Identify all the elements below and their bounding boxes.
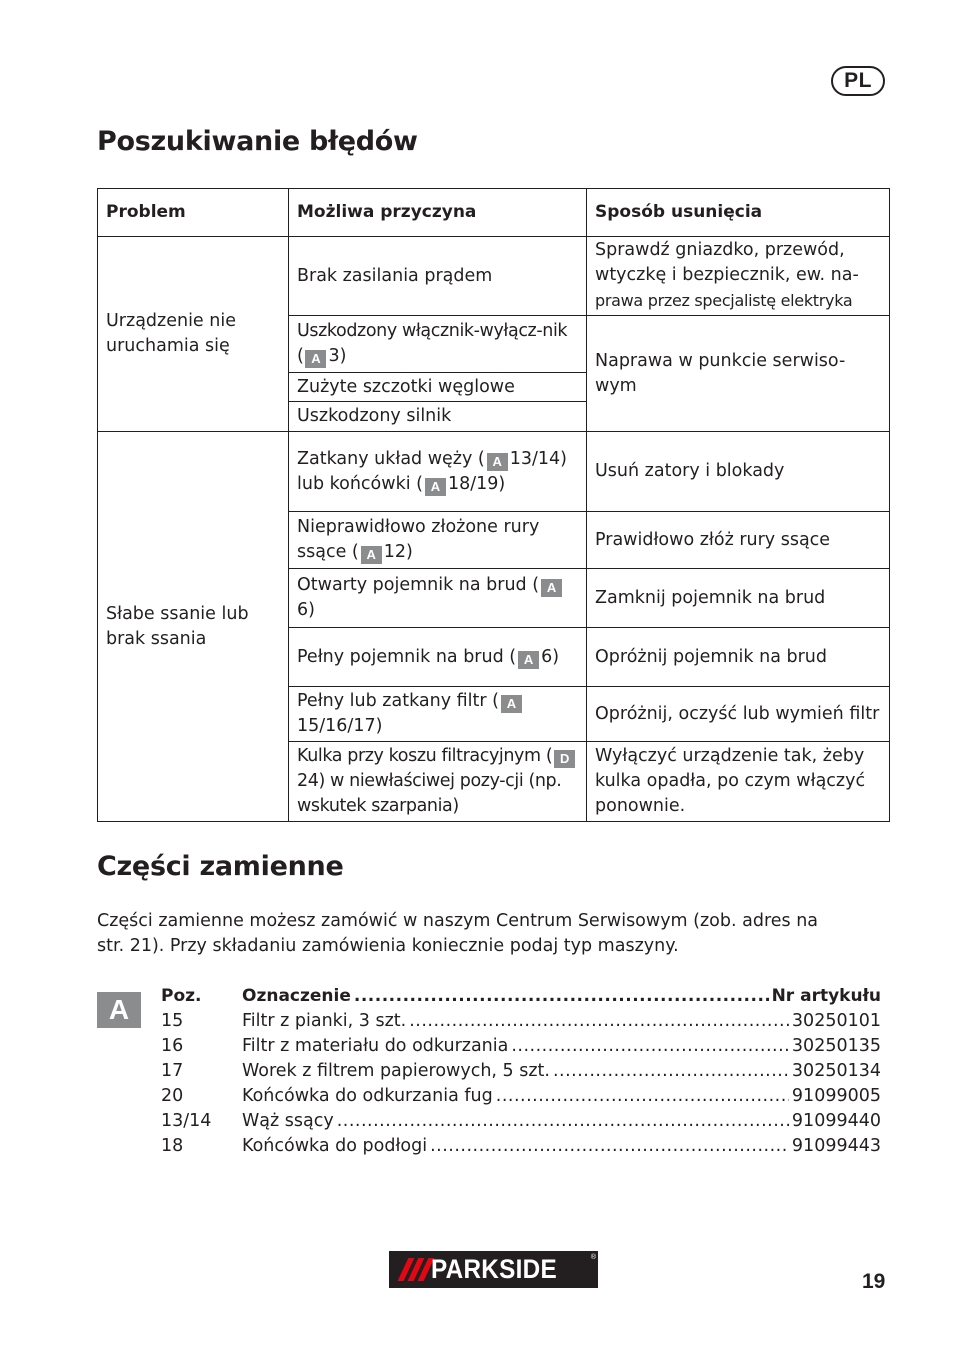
parts-header-pos: Poz. xyxy=(161,986,202,1006)
part-pos: 20 xyxy=(161,1086,184,1106)
solution-text-small: prawa przez specjalistę elektryka xyxy=(595,291,853,310)
figure-ref-badge: A xyxy=(501,695,522,713)
solution-cell: Opróżnij, oczyść lub wymień filtr xyxy=(587,687,890,742)
list-item xyxy=(161,1034,881,1059)
parts-header-name: Oznaczenie xyxy=(242,986,351,1006)
list-item xyxy=(161,1009,881,1034)
page-number: 19 xyxy=(862,1270,886,1293)
part-number: 91099443 xyxy=(791,1136,881,1156)
cause-ref-number: 12) xyxy=(383,542,413,562)
part-number: 91099005 xyxy=(791,1086,881,1106)
cause-text: Kulka przy koszu filtracyjnym ( xyxy=(297,746,553,766)
leader-dots xyxy=(337,1109,789,1134)
leader-dots xyxy=(511,1034,789,1059)
part-number: 30250101 xyxy=(791,1011,881,1031)
cause-ref-number: 6) xyxy=(541,646,560,667)
spare-parts-list xyxy=(161,984,881,1159)
cause-cell xyxy=(289,687,587,742)
leader-dots xyxy=(430,1134,789,1159)
cause-cell xyxy=(289,628,587,687)
cause-cell: Brak zasilania prądem xyxy=(289,237,587,316)
header-problem: Problem xyxy=(98,189,289,237)
figure-ref-badge: A xyxy=(305,350,326,368)
list-item xyxy=(161,1084,881,1109)
part-number: 30250135 xyxy=(791,1036,881,1056)
figure-ref-badge: A xyxy=(425,478,446,496)
cause-ref-number: 18/19) xyxy=(447,473,506,494)
logo-stripes xyxy=(389,1251,435,1288)
part-pos: 13/14 xyxy=(161,1111,212,1131)
cause-ref-number: 3) xyxy=(328,346,347,366)
cause-cell xyxy=(289,316,587,373)
part-number: 91099440 xyxy=(791,1111,881,1131)
cause-ref-number: 15/16/17) xyxy=(297,716,383,736)
troubleshooting-table xyxy=(97,188,890,822)
figure-ref-badge: D xyxy=(554,750,575,768)
part-pos: 15 xyxy=(161,1011,184,1031)
part-name: Końcówka do podłogi xyxy=(242,1136,428,1156)
part-pos: 18 xyxy=(161,1136,184,1156)
part-pos: 17 xyxy=(161,1061,184,1081)
cause-text: Pełny pojemnik na brud ( xyxy=(297,646,517,667)
language-badge: PL xyxy=(831,66,885,96)
solution-cell: Opróżnij pojemnik na brud xyxy=(587,628,890,687)
spare-parts-title: Części zamienne xyxy=(97,851,344,882)
leader-dots xyxy=(354,984,769,1009)
cause-cell xyxy=(289,512,587,569)
table-row xyxy=(98,237,890,316)
figure-ref-badge: A xyxy=(361,546,382,564)
cause-cell: Uszkodzony silnik xyxy=(289,402,587,432)
registered-mark: ® xyxy=(590,1254,596,1261)
part-pos: 16 xyxy=(161,1036,184,1056)
part-number: 30250134 xyxy=(791,1061,881,1081)
cause-ref-number: 6) xyxy=(297,600,315,620)
header-solution: Sposób usunięcia xyxy=(587,189,890,237)
figure-ref-badge: A xyxy=(487,453,508,471)
leader-dots xyxy=(496,1084,789,1109)
cause-cell: Zużyte szczotki węglowe xyxy=(289,373,587,402)
part-name: Wąż ssący xyxy=(242,1111,334,1131)
parts-header-number: Nr artykułu xyxy=(771,986,881,1006)
part-name: Filtr z pianki, 3 szt. xyxy=(242,1011,407,1031)
header-cause: Możliwa przyczyna xyxy=(289,189,587,237)
part-name: Końcówka do odkurzania fug xyxy=(242,1086,493,1106)
cause-text: Otwarty pojemnik na brud ( xyxy=(297,575,540,595)
part-name: Worek z filtrem papierowych, 5 szt. xyxy=(242,1061,550,1081)
cause-cell xyxy=(289,742,587,822)
table-row xyxy=(98,432,890,512)
solution-cell xyxy=(587,237,890,316)
solution-cell: Wyłączyć urządzenie tak, żeby kulka opadła, po czym włączyć ponownie. xyxy=(587,742,890,822)
logo-brand-text: PARKSIDE xyxy=(431,1254,557,1284)
cause-text: Nieprawidłowo złożone rury ssące ( xyxy=(297,517,540,562)
solution-text: Sprawdź gniazdko, przewód, wtyczkę i bezpiecznik, ew. na- xyxy=(595,240,859,285)
part-name: Filtr z materiału do odkurzania xyxy=(242,1036,509,1056)
figure-ref-badge: A xyxy=(541,579,562,597)
parts-header-row xyxy=(161,984,881,1009)
parkside-logo xyxy=(389,1251,598,1288)
list-item xyxy=(161,1134,881,1159)
table-header-row xyxy=(98,189,890,237)
problem-cell: Urządzenie nie uruchamia się xyxy=(98,237,289,432)
troubleshooting-title: Poszukiwanie błędów xyxy=(97,126,418,157)
solution-cell: Prawidłowo złóż rury ssące xyxy=(587,512,890,569)
cause-text: 24) w niewłaściwej pozy-cji (np. wskutek szarpania) xyxy=(297,771,562,816)
cause-text: Uszkodzony włącznik-wyłącz-nik ( xyxy=(297,321,568,366)
spare-parts-intro: Części zamienne możesz zamówić w naszym Centrum Serwisowym (zob. adres na str. 21). Przy składaniu zamówienia koniecznie podaj typ maszyny. xyxy=(97,911,819,956)
cause-cell xyxy=(289,569,587,628)
solution-cell: Usuń zatory i blokady xyxy=(587,432,890,512)
cause-text: Pełny lub zatkany filtr ( xyxy=(297,691,499,711)
solution-cell: Naprawa w punkcie serwiso-wym xyxy=(587,316,890,432)
figure-section-badge: A xyxy=(97,992,141,1028)
list-item xyxy=(161,1059,881,1084)
solution-cell: Zamknij pojemnik na brud xyxy=(587,569,890,628)
cause-cell xyxy=(289,432,587,512)
list-item xyxy=(161,1109,881,1134)
leader-dots xyxy=(553,1059,789,1084)
problem-cell: Słabe ssanie lub brak ssania xyxy=(98,432,289,822)
leader-dots xyxy=(409,1009,789,1034)
figure-ref-badge: A xyxy=(518,651,539,669)
cause-text: Zatkany układ węży ( xyxy=(297,448,485,469)
cause-text: 13/14) lub końcówki ( xyxy=(297,448,568,494)
